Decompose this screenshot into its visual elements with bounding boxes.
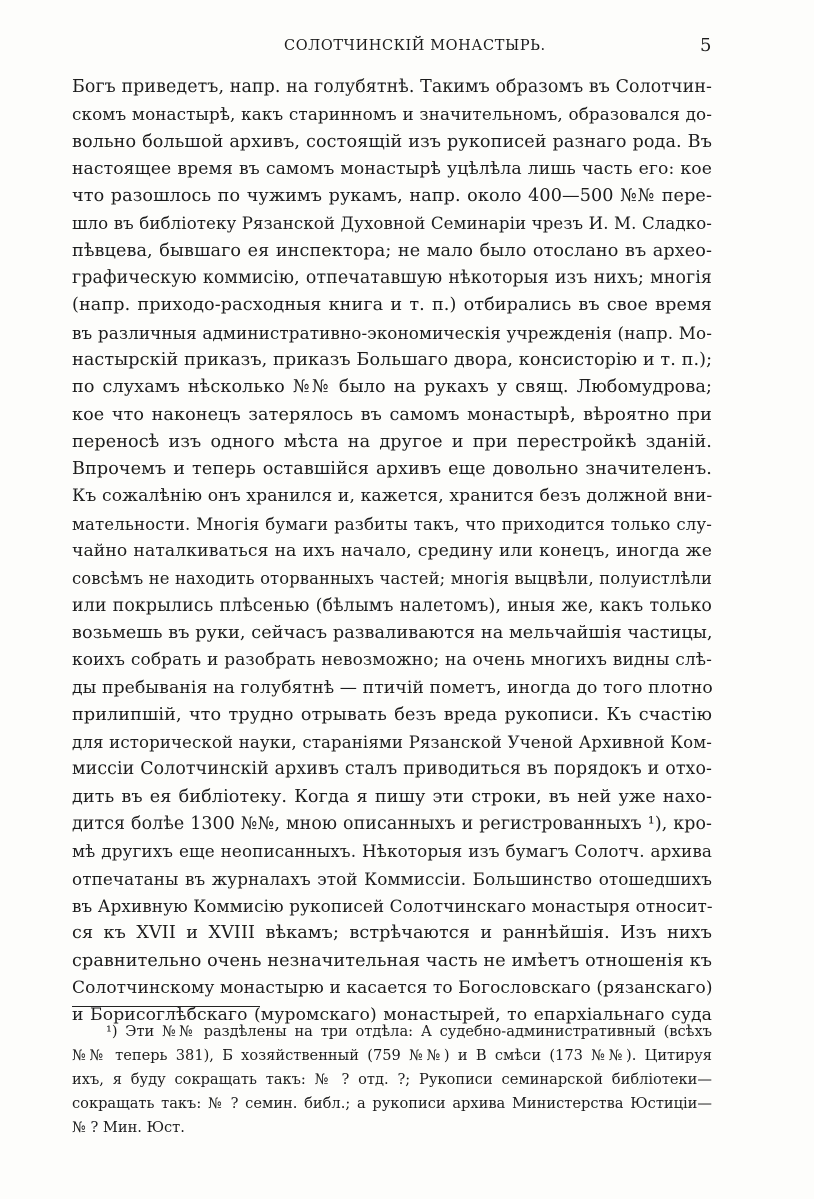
text-line: скомъ монастырѣ, какъ старинномъ и значительномъ, образовался до- <box>72 104 712 125</box>
text-line: настырскiй приказъ, приказъ Большаго двора, консисторiю и т. п.); <box>72 349 713 370</box>
text-line: въ различныя административно-экономическiя учрежденiя (напр. Мо- <box>72 322 712 343</box>
text-line: или покрылись плѣсенью (бѣлымъ налетомъ), иныя же, какъ только <box>72 595 712 616</box>
text-line: графическую коммисiю, отпечатавшую нѣкоторыя изъ нихъ; многiя <box>72 268 712 289</box>
footnote-line: ¹) Эти №№ раздѣлены на три отдѣла: А судебно-административный (всѣхъ <box>106 1023 712 1040</box>
text-line: что разошлось по чужимъ рукамъ, напр. около 400—500 №№ пере- <box>72 186 712 207</box>
footnote-divider <box>72 1006 260 1007</box>
text-line: ся къ XVII и XVIII вѣкамъ; встрѣчаются и раннѣйшiя. Изъ нихъ <box>72 923 712 944</box>
text-line: и Борисоглѣбскаго (муромскаго) монастырей, то епархiальнаго суда <box>72 1005 712 1026</box>
footnotes <box>72 1020 712 1140</box>
text-line: дить въ ея библiотеку. Когда я пишу эти строки, въ ней уже нахо- <box>72 786 712 807</box>
text-line: ды пребыванiя на голубятнѣ — птичiй пометъ, иногда до того плотно <box>72 677 713 698</box>
text-line: для исторической науки, старанiями Рязанской Ученой Архивной Ком- <box>72 733 712 753</box>
text-line: настоящее время въ самомъ монастырѣ уцѣлѣла лишь часть его: кое <box>72 158 712 179</box>
text-line: миссiи Солотчинскiй архивъ сталъ приводиться въ порядокъ и отхо- <box>72 759 712 780</box>
text-line: сравнительно очень незначительная часть не имѣетъ отношенiя къ <box>72 950 712 971</box>
text-line: Къ сожалѣнiю онъ хранился и, кажется, хранится безъ должной вни- <box>72 486 713 507</box>
footnote-line: № ? Мин. Юст. <box>72 1119 185 1136</box>
text-line: (напр. приходо-расходныя книга и т. п.) отбирались въ свое время <box>72 295 712 316</box>
text-line: пѣвцева, бывшаго ея инспектора; не мало было отослано въ археo- <box>72 240 712 261</box>
text-line: переносѣ изъ одного мѣста на другое и при перестройкѣ зданiй. <box>72 431 712 452</box>
body-text <box>72 74 712 1029</box>
running-head <box>0 35 814 58</box>
page-number: 5 <box>700 35 712 56</box>
text-line: отпечатаны въ журналахъ этой Коммиссiи. Большинство отошедшихъ <box>72 868 712 889</box>
text-line: мательности. Многiя бумаги разбиты такъ, что приходится только слу- <box>72 514 712 534</box>
text-line: Солотчинскому монастырю и касается то Богословскаго (рязанскаго) <box>72 977 713 998</box>
text-line: прилипшiй, что трудно отрывать безъ вреда рукописи. Къ счастiю <box>72 704 712 725</box>
text-line: Богъ приведетъ, напр. на голубятнѣ. Такимъ образомъ въ Солотчин- <box>72 77 712 97</box>
text-line: совсѣмъ не находить оторванныхъ частей; многiя выцвѣли, полуистлѣли <box>72 569 712 589</box>
text-line: чайно наталкиваться на ихъ начало, средину или конецъ, иногда же <box>72 541 712 562</box>
footnote-line: №№ теперь 381), Б хозяйственный (759 №№) и В смѣси (173 №№). Цитируя <box>72 1047 712 1064</box>
text-line: шло въ библiотеку Рязанской Духовной Семинарiи чрезъ И. М. Сладко- <box>72 214 712 234</box>
text-line: возьмешь въ руки, сейчасъ разваливаются на мельчайшiя частицы, <box>72 622 713 643</box>
footnote-line: ихъ, я буду сокращать такъ: № ? отд. ?; Рукописи семинарской библiотеки— <box>72 1071 712 1088</box>
text-line: Впрочемъ и теперь оставшiйся архивъ еще довольно значителенъ. <box>72 459 712 480</box>
text-line: кое что наконецъ затерялось въ самомъ монастырѣ, вѣроятно при <box>72 404 712 425</box>
text-line: по слухамъ нѣсколько №№ было на рукахъ у свящ. Любомудрова; <box>72 377 712 398</box>
footnote-line: сокращать такъ: № ? семин. библ.; а рукописи архива Министерства Юстицiи— <box>72 1095 712 1112</box>
text-line: мѣ другихъ еще неописанныхъ. Нѣкоторыя изъ бумагъ Солотч. архива <box>72 841 712 862</box>
text-line: коихъ собрать и разобрать невозможно; на очень многихъ видны слѣ- <box>72 650 712 671</box>
running-title: СОЛОТЧИНСКIЙ МОНАСТЫРЬ. <box>284 38 546 54</box>
text-line: вольно большой архивъ, состоящiй изъ рукописей разнаго рода. Въ <box>72 131 712 152</box>
text-line: въ Архивную Коммисiю рукописей Солотчинскаго монастыря относит- <box>72 895 713 916</box>
text-line: дится болѣе 1300 №№, мною описанныхъ и регистрованныхъ ¹), кро- <box>72 814 712 835</box>
